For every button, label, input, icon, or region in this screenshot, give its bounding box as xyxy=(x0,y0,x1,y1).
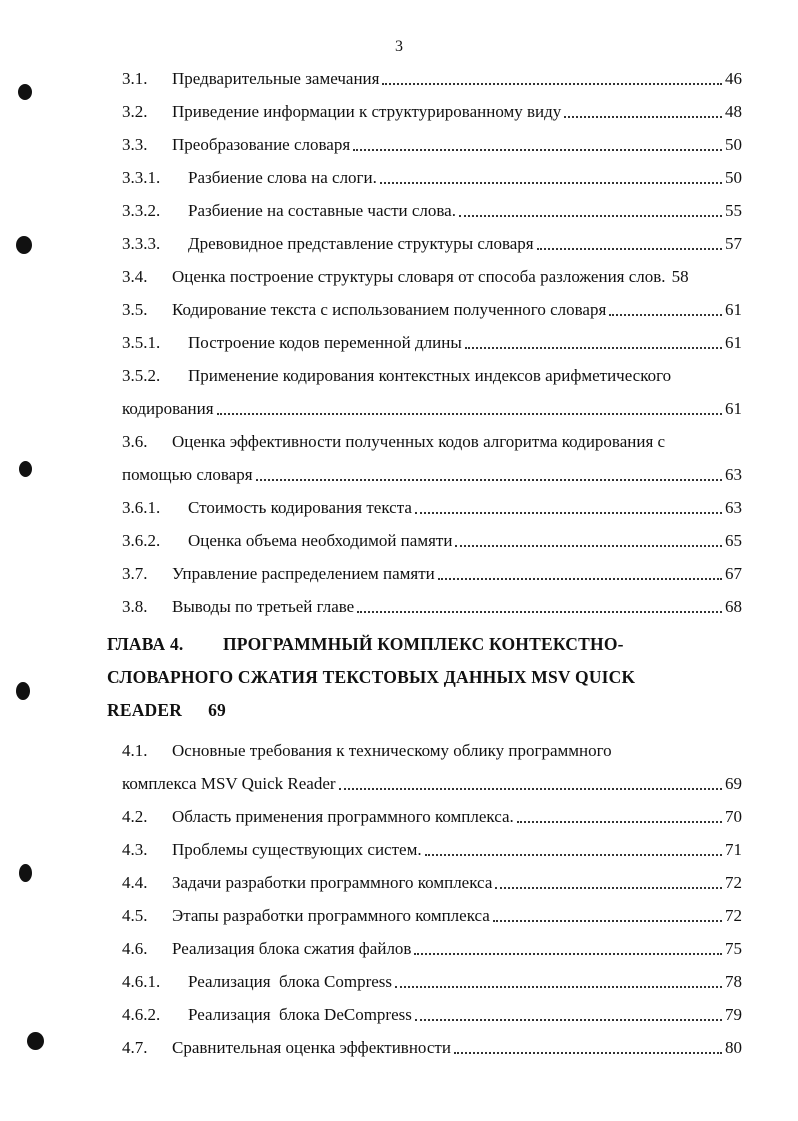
toc-entry-title: Преобразование словаря xyxy=(172,135,351,154)
toc-entry-number: 3.5.1. xyxy=(122,333,161,352)
chapter-label: ГЛАВА 4. xyxy=(107,634,184,654)
toc-entry xyxy=(122,806,742,828)
toc-entry-title: Приведение информации к структурированному виду xyxy=(172,102,562,121)
leader-dots xyxy=(415,1019,722,1021)
toc-entry-title: Разбиение на составные части слова. xyxy=(188,201,456,220)
toc-entry-title: Реализация блока сжатия файлов xyxy=(172,939,412,958)
toc-entry xyxy=(122,905,742,927)
leader-dots xyxy=(454,1052,722,1054)
leader-dots xyxy=(517,821,722,823)
leader-dots xyxy=(455,545,722,547)
toc-entry-title: Предварительные замечания xyxy=(172,69,380,88)
leader-dots xyxy=(395,986,722,988)
toc-entry-page: 80 xyxy=(725,1038,742,1057)
binding-hole-mark xyxy=(27,1032,44,1050)
toc-entry xyxy=(122,1004,742,1026)
toc-entry-number: 3.3.1. xyxy=(122,168,161,187)
chapter-title-line: СЛОВАРНОГО СЖАТИЯ ТЕКСТОВЫХ ДАННЫХ MSV QUICK xyxy=(107,667,636,687)
leader-dots xyxy=(493,920,722,922)
toc-entry-number: 3.2. xyxy=(122,102,148,121)
toc-entry xyxy=(122,497,742,519)
toc-entry-page: 58 xyxy=(671,267,689,286)
toc-entry-number: 3.5. xyxy=(122,300,148,319)
toc-entry xyxy=(122,596,742,618)
leader-dots xyxy=(380,182,722,184)
toc-entry xyxy=(122,233,742,255)
toc-entry xyxy=(122,299,742,321)
binding-hole-mark xyxy=(19,461,32,477)
toc-entry-page: 63 xyxy=(725,465,742,484)
toc-entry-title: Древовидное представление структуры словаря xyxy=(188,234,534,253)
leader-dots xyxy=(414,953,722,955)
toc-entry xyxy=(122,134,742,156)
toc-entry-page: 50 xyxy=(725,168,742,187)
toc-entry-number: 3.7. xyxy=(122,564,148,583)
toc-entry xyxy=(122,68,742,90)
toc-entry-number: 4.6.2. xyxy=(122,1005,161,1024)
leader-dots xyxy=(438,578,722,580)
toc-entry xyxy=(122,938,742,960)
toc-entry xyxy=(122,200,742,222)
toc-entry-continuation xyxy=(122,773,742,795)
leader-dots xyxy=(382,83,722,85)
leader-dots xyxy=(339,788,722,790)
toc-entry-number: 4.4. xyxy=(122,873,148,892)
toc-entry-title-cont: помощью словаря xyxy=(122,465,253,484)
toc-entry-title: Оценка эффективности полученных кодов алгоритма кодирования с xyxy=(172,432,666,451)
chapter-heading xyxy=(107,628,747,727)
toc-entry-page: 46 xyxy=(725,69,742,88)
leader-dots xyxy=(425,854,722,856)
toc-entry xyxy=(122,101,742,123)
toc-entry-number: 3.6. xyxy=(122,432,148,451)
leader-dots xyxy=(537,248,722,250)
leader-dots xyxy=(415,512,722,514)
toc-entry-title: Основные требования к техническому облику программного xyxy=(172,741,612,760)
toc-entry-page: 70 xyxy=(725,807,742,826)
toc-entry xyxy=(122,872,742,894)
toc-entry xyxy=(122,971,742,993)
toc-entry-title: Выводы по третьей главе xyxy=(172,597,355,616)
toc-entry-number: 3.1. xyxy=(122,69,148,88)
toc-entry-title: Сравнительная оценка эффективности xyxy=(172,1038,451,1057)
toc-entry-page: 72 xyxy=(725,906,742,925)
binding-hole-mark xyxy=(19,864,32,882)
binding-hole-mark xyxy=(16,682,30,700)
toc-entry-number: 3.3.2. xyxy=(122,201,161,220)
chapter-title-line: ПРОГРАММНЫЙ КОМПЛЕКС КОНТЕКСТНО- xyxy=(223,634,624,654)
toc-entry-number: 3.4. xyxy=(122,267,148,286)
toc-entry xyxy=(122,332,742,354)
leader-dots xyxy=(217,413,722,415)
toc-entry-title: Реализация блока Compress xyxy=(188,972,393,991)
toc-entry-title: Построение кодов переменной длины xyxy=(188,333,462,352)
toc-entry xyxy=(122,740,742,762)
toc-entry-number: 4.7. xyxy=(122,1038,148,1057)
toc-entry-title: Кодирование текста с использованием полученного словаря xyxy=(172,300,607,319)
toc-entry-page: 72 xyxy=(725,873,742,892)
toc-entry-number: 3.3.3. xyxy=(122,234,161,253)
leader-dots xyxy=(465,347,722,349)
toc-entry-number: 3.8. xyxy=(122,597,148,616)
toc-entry-page: 61 xyxy=(725,399,742,418)
toc-entry xyxy=(122,431,742,453)
toc-entry-page: 78 xyxy=(725,972,742,991)
toc-entry-title: Оценка построение структуры словаря от способа разложения слов. xyxy=(172,267,666,286)
toc-entry-page: 67 xyxy=(725,564,742,583)
page-number: 3 xyxy=(395,38,403,55)
chapter-title-line: READER xyxy=(107,700,183,720)
toc-entry-page: 79 xyxy=(725,1005,742,1024)
binding-hole-mark xyxy=(18,84,32,100)
toc-entry-number: 4.2. xyxy=(122,807,148,826)
toc-entry-continuation xyxy=(122,464,742,486)
binding-hole-mark xyxy=(16,236,32,254)
toc-entry-title: Этапы разработки программного комплекса xyxy=(172,906,490,925)
toc-entry-title: Оценка объема необходимой памяти xyxy=(188,531,453,550)
toc-entry-page: 55 xyxy=(725,201,742,220)
toc-entry xyxy=(122,167,742,189)
toc-entry xyxy=(122,530,742,552)
toc-entry-page: 48 xyxy=(725,102,742,121)
toc-entry-page: 50 xyxy=(725,135,742,154)
toc-entry-title: Разбиение слова на слоги. xyxy=(188,168,377,187)
toc-entry-page: 71 xyxy=(725,840,742,859)
toc-entry-title-cont: кодирования xyxy=(122,399,214,418)
leader-dots xyxy=(357,611,722,613)
toc-entry-number: 3.6.1. xyxy=(122,498,161,517)
leader-dots xyxy=(353,149,722,151)
leader-dots xyxy=(459,215,722,217)
toc-entry xyxy=(122,1037,742,1059)
toc-entry-number: 3.3. xyxy=(122,135,148,154)
toc-entry-page: 69 xyxy=(725,774,742,793)
toc-entry-title: Управление распределением памяти xyxy=(172,564,435,583)
toc-entry xyxy=(122,266,742,288)
toc-entry-number: 4.3. xyxy=(122,840,148,859)
toc-entry-title: Проблемы существующих систем. xyxy=(172,840,422,859)
toc-entry-title: Стоимость кодирования текста xyxy=(188,498,412,517)
toc-entry xyxy=(122,839,742,861)
toc-entry-page: 63 xyxy=(725,498,742,517)
toc-entry-title: Реализация блока DeCompress xyxy=(188,1005,412,1024)
leader-dots xyxy=(495,887,722,889)
toc-entry-page: 65 xyxy=(725,531,742,550)
leader-dots xyxy=(564,116,722,118)
toc-entry-number: 4.6. xyxy=(122,939,148,958)
toc-entry-number: 3.5.2. xyxy=(122,366,161,385)
toc-entry-title: Применение кодирования контекстных индексов арифметического xyxy=(188,366,672,385)
toc-entry-page: 75 xyxy=(725,939,742,958)
toc-entry-page: 61 xyxy=(725,333,742,352)
toc-entry-continuation xyxy=(122,398,742,420)
toc-entry-number: 4.1. xyxy=(122,741,148,760)
toc-entry-number: 4.5. xyxy=(122,906,148,925)
leader-dots xyxy=(609,314,722,316)
toc-entry-page: 61 xyxy=(725,300,742,319)
leader-dots xyxy=(256,479,722,481)
toc-entry-number: 3.6.2. xyxy=(122,531,161,550)
toc-entry-title: Задачи разработки программного комплекса xyxy=(172,873,493,892)
toc-entry-page: 57 xyxy=(725,234,742,253)
chapter-page: 69 xyxy=(208,700,227,720)
toc-entry xyxy=(122,365,742,387)
toc-entry-number: 4.6.1. xyxy=(122,972,161,991)
toc-entry-title: Область применения программного комплекса. xyxy=(172,807,514,826)
toc-entry xyxy=(122,563,742,585)
toc-entry-title-cont: комплекса MSV Quick Reader xyxy=(122,774,336,793)
toc-entry-page: 68 xyxy=(725,597,742,616)
